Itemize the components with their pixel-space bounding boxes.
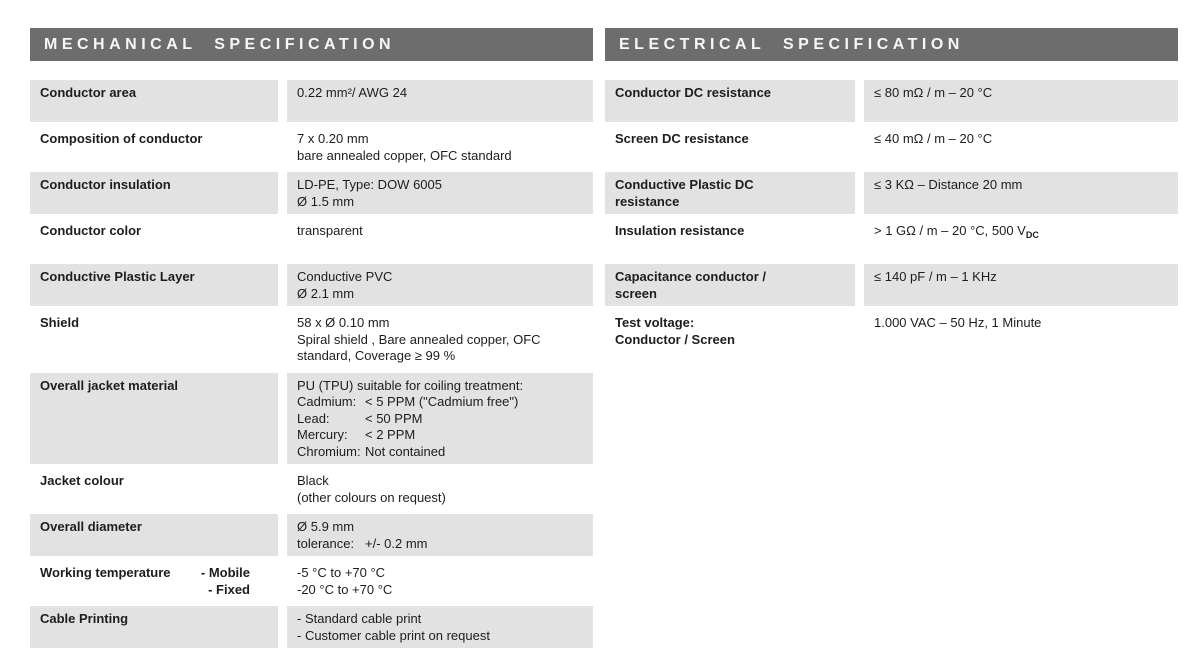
- spec-value: [864, 310, 1178, 352]
- spec-label-line: Conductor / Screen: [615, 331, 735, 347]
- spec-label: [30, 468, 278, 510]
- spec-value-line: [297, 85, 583, 102]
- spec-label-text: Working temperature: [40, 565, 171, 580]
- spec-value: [287, 606, 593, 648]
- spec-value-key: Cadmium:: [297, 394, 357, 409]
- spec-value-text: ≤ 3 KΩ – Distance 20 mm: [874, 177, 1023, 192]
- electrical-section-title-bar: [605, 28, 1178, 61]
- spec-value-text: transparent: [297, 223, 363, 238]
- spec-value-text: +/- 0.2 mm: [365, 535, 428, 551]
- spec-label-line: Capacitance conductor /: [615, 269, 766, 284]
- spec-label: [605, 310, 855, 352]
- spec-value: [864, 218, 1178, 260]
- spec-value-line: [297, 394, 583, 411]
- spec-row: [30, 606, 593, 648]
- spec-value-line: [297, 348, 583, 365]
- spec-row: [30, 264, 593, 306]
- section-title: MECHANICAL SPECIFICATION: [44, 35, 396, 53]
- spec-value-line: [297, 315, 583, 332]
- spec-value: [287, 560, 593, 602]
- spec-value-key: Lead:: [297, 410, 330, 426]
- spec-value-text: 58 x Ø 0.10 mm: [297, 315, 390, 330]
- spec-label-line: Conductive Plastic DC: [615, 177, 754, 192]
- spec-label-line: Overall jacket material: [40, 377, 179, 393]
- spec-value-text: -5 °C to +70 °C: [297, 565, 386, 580]
- spec-value-line: [297, 582, 583, 599]
- spec-label: [30, 373, 278, 465]
- spec-value-line: [297, 490, 583, 507]
- spec-row: [30, 80, 593, 122]
- spec-label: [605, 126, 855, 168]
- spec-value-line: [297, 628, 583, 645]
- spec-value-line: [874, 223, 1168, 244]
- spec-value: [287, 126, 593, 168]
- spec-label-line: Jacket colour: [40, 473, 124, 488]
- spec-label-right: [201, 565, 250, 598]
- spec-value-text: ≤ 80 mΩ / m – 20 °C: [874, 85, 993, 100]
- spec-row: [30, 218, 593, 260]
- spec-label-line: resistance: [615, 193, 680, 209]
- spec-value-text: Ø 5.9 mm: [297, 519, 355, 534]
- spec-label-line: Conductor color: [40, 223, 142, 238]
- spec-row: [605, 172, 1178, 214]
- spec-value-line: [874, 315, 1168, 332]
- spec-row: [30, 468, 593, 510]
- spec-value-line: [297, 519, 583, 536]
- spec-label-line: Cable Printing: [40, 611, 129, 626]
- spec-value-key: Chromium:: [297, 443, 361, 459]
- spec-value: [287, 80, 593, 122]
- spec-value-line: [297, 473, 583, 490]
- spec-value-text: -20 °C to +70 °C: [297, 581, 393, 597]
- spec-value-key: tolerance:: [297, 535, 355, 551]
- spec-row: [30, 126, 593, 168]
- spec-value-text: 0.22 mm²/ AWG 24: [297, 85, 408, 100]
- spec-label-line: Insulation resistance: [615, 223, 745, 238]
- spec-value-line: [297, 411, 583, 428]
- spec-value-line: [874, 85, 1168, 102]
- mechanical-specification-section: [30, 28, 593, 652]
- spec-label-right-line: - Fixed: [208, 581, 250, 597]
- spec-label-line: Conductive Plastic Layer: [40, 269, 195, 284]
- electrical-specification-section: [605, 28, 1178, 356]
- spec-value-text: ≤ 140 pF / m – 1 KHz: [874, 269, 997, 284]
- spec-value: [287, 514, 593, 556]
- spec-label: [30, 80, 278, 122]
- spec-value-line: [874, 131, 1168, 148]
- spec-row: [30, 560, 593, 602]
- spec-value: [287, 172, 593, 214]
- spec-value-line: [297, 536, 583, 553]
- spec-value-line: [297, 565, 583, 582]
- spec-value-line: [297, 444, 583, 461]
- spec-value-text: > 1 GΩ / m – 20 °C, 500 V: [874, 223, 1026, 238]
- spec-value-text: Ø 2.1 mm: [297, 285, 355, 301]
- spec-row: [605, 310, 1178, 352]
- spec-value-text: (other colours on request): [297, 489, 446, 505]
- spec-label: [30, 560, 278, 602]
- spec-value: [864, 264, 1178, 306]
- spec-value-text: < 50 PPM: [365, 410, 423, 426]
- spec-label: [30, 264, 278, 306]
- spec-label-line: Screen DC resistance: [615, 131, 749, 146]
- spec-value-line: [874, 177, 1168, 194]
- spec-label: [605, 80, 855, 122]
- spec-label: [30, 126, 278, 168]
- spec-label: [30, 218, 278, 260]
- spec-label-line: screen: [615, 285, 657, 301]
- spec-row: [30, 514, 593, 556]
- spec-value-text: Spiral shield , Bare annealed copper, OFC: [297, 331, 541, 347]
- spec-value-text: Not contained: [365, 443, 446, 459]
- spec-label: [30, 172, 278, 214]
- spec-value-text: bare annealed copper, OFC standard: [297, 147, 512, 163]
- spec-value: [287, 373, 593, 465]
- spec-value-text: 1.000 VAC – 50 Hz, 1 Minute: [874, 315, 1042, 330]
- spec-value-line: [297, 378, 583, 395]
- spec-value-text: < 5 PPM ("Cadmium free"): [365, 394, 519, 409]
- spec-label-line: Composition of conductor: [40, 131, 203, 146]
- spec-value: [864, 172, 1178, 214]
- spec-value-line: [297, 223, 583, 240]
- spec-row: [605, 80, 1178, 122]
- spec-value: [864, 126, 1178, 168]
- spec-value-text: - Customer cable print on request: [297, 627, 490, 643]
- spec-label-line: Shield: [40, 315, 80, 330]
- spec-row: [30, 172, 593, 214]
- spec-value-line: [297, 148, 583, 165]
- spec-row: [30, 373, 593, 465]
- spec-label: [605, 172, 855, 214]
- spec-label-right-line: - Mobile: [200, 565, 250, 580]
- spec-value-line: [874, 269, 1168, 286]
- spec-value-text: < 2 PPM: [365, 427, 416, 442]
- spec-label-line: [40, 565, 268, 598]
- spec-value-line: [297, 131, 583, 148]
- spec-value-line: [297, 611, 583, 628]
- spec-value-text: Black: [297, 473, 329, 488]
- spec-value-text: LD-PE, Type: DOW 6005: [297, 177, 442, 192]
- spec-label-line: Conductor DC resistance: [615, 85, 772, 100]
- spec-value: [287, 310, 593, 369]
- spec-value-subscript: DC: [1025, 230, 1039, 240]
- spec-value-key: Mercury:: [297, 427, 348, 442]
- spec-label: [30, 606, 278, 648]
- spec-label: [30, 514, 278, 556]
- spec-value-line: [297, 286, 583, 303]
- spec-value-text: Ø 1.5 mm: [297, 193, 355, 209]
- spec-value-text: ≤ 40 mΩ / m – 20 °C: [874, 131, 993, 146]
- mechanical-spec-table: [30, 80, 593, 648]
- spec-label: [605, 218, 855, 260]
- spec-value-line: [297, 269, 583, 286]
- spec-row: [605, 264, 1178, 306]
- spec-row: [30, 310, 593, 369]
- spec-value: [864, 80, 1178, 122]
- spec-label: [605, 264, 855, 306]
- spec-label: [30, 310, 278, 369]
- mechanical-section-title-bar: [30, 28, 593, 61]
- spec-value-line: [297, 194, 583, 211]
- spec-value-text: standard, Coverage ≥ 99 %: [297, 348, 456, 363]
- section-title: ELECTRICAL SPECIFICATION: [619, 35, 964, 53]
- electrical-spec-table: [605, 80, 1178, 352]
- spec-label-line: Overall diameter: [40, 519, 142, 534]
- spec-label-line: Test voltage:: [615, 315, 695, 330]
- spec-label-line: Conductor area: [40, 85, 137, 100]
- spec-label-line: Conductor insulation: [40, 177, 171, 192]
- spec-value: [287, 468, 593, 510]
- spec-row: [605, 126, 1178, 168]
- spec-value: [287, 218, 593, 260]
- spec-value-text: Conductive PVC: [297, 269, 393, 284]
- spec-value-line: [297, 332, 583, 349]
- spec-value-text: 7 x 0.20 mm: [297, 131, 369, 146]
- spec-value: [287, 264, 593, 306]
- spec-value-line: [297, 427, 583, 444]
- spec-row: [605, 218, 1178, 260]
- spec-value-text: - Standard cable print: [297, 611, 422, 626]
- spec-value-text: PU (TPU) suitable for coiling treatment:: [297, 377, 524, 393]
- spec-value-line: [297, 177, 583, 194]
